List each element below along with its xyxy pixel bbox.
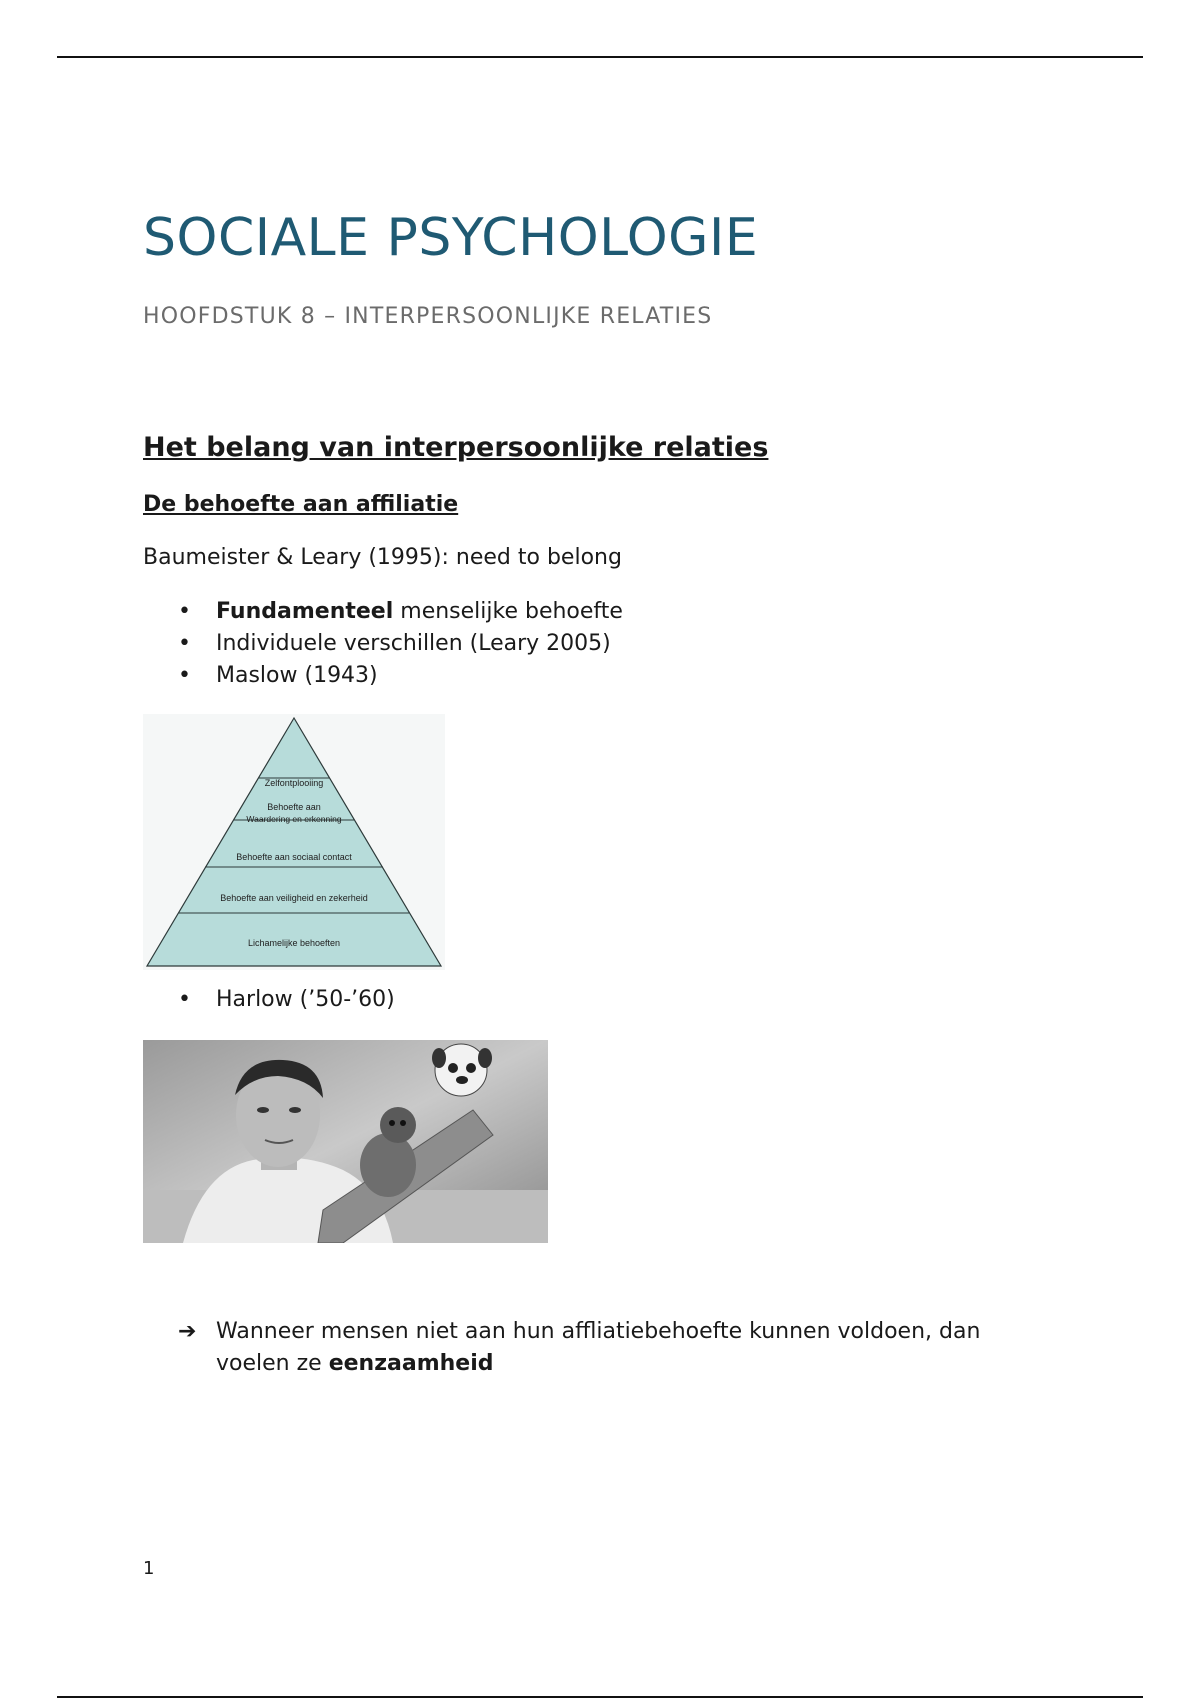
section-heading: Het belang van interpersoonlijke relaties <box>143 432 769 463</box>
pyramid-level-5: Lichamelijke behoeften <box>247 938 341 948</box>
conclusion-arrow-item <box>178 1316 1038 1380</box>
pyramid-level-2b: Waardering en erkenning <box>246 814 342 824</box>
pyramid-level-3: Behoefte aan sociaal contact <box>236 852 352 862</box>
maslow-pyramid-image <box>143 714 445 970</box>
photo-surrogate-ear <box>478 1048 492 1068</box>
photo-monkey-body <box>360 1133 416 1197</box>
page-subtitle: HOOFDSTUK 8 – INTERPERSOONLIJKE RELATIES <box>143 304 713 329</box>
list-item <box>170 984 395 1016</box>
conclusion-prefix: Wanneer mensen niet aan hun affliatiebehoefte kunnen voldoen, dan voelen ze <box>216 1319 981 1376</box>
bullet-text: menselijke behoefte <box>393 599 623 624</box>
photo-eye <box>257 1107 269 1113</box>
bottom-rule <box>57 1696 1143 1698</box>
pyramid-level-4: Behoefte aan veiligheid en zekerheid <box>220 893 368 903</box>
top-rule <box>57 56 1143 58</box>
bullet-icon: • <box>178 599 191 624</box>
subsection-heading: De behoefte aan affiliatie <box>143 492 459 517</box>
pyramid-level-2a: Behoefte aan <box>267 802 321 812</box>
bullet-text: Individuele verschillen (Leary 2005) <box>216 631 611 656</box>
photo-surrogate-eye <box>466 1063 476 1073</box>
bullet-icon: • <box>178 987 191 1012</box>
page-title: SOCIALE PSYCHOLOGIE <box>143 208 759 268</box>
intro-paragraph: Baumeister & Leary (1995): need to belong <box>143 545 622 570</box>
bullet-icon: • <box>178 631 191 656</box>
pyramid-level-1: Zelfontplooiing <box>264 778 324 788</box>
photo-surrogate-ear <box>432 1048 446 1068</box>
photo-eye <box>289 1107 301 1113</box>
list-item <box>170 628 623 660</box>
arrow-right-icon: ➔ <box>178 1319 197 1344</box>
bullet-list-2 <box>170 984 395 1016</box>
photo-monkey-eye <box>400 1120 406 1126</box>
list-item <box>170 596 623 628</box>
page-number: 1 <box>143 1558 155 1579</box>
photo-monkey-head <box>380 1107 416 1143</box>
photo-surrogate-eye <box>448 1063 458 1073</box>
bullet-text: Harlow (’50-’60) <box>216 987 395 1012</box>
bullet-text: Maslow (1943) <box>216 663 378 688</box>
bullet-list <box>170 596 623 692</box>
list-item <box>170 660 623 692</box>
conclusion-text <box>216 1316 1038 1380</box>
harlow-monkey-photo <box>143 1040 548 1243</box>
photo-surrogate-nose <box>456 1076 468 1084</box>
bullet-icon: • <box>178 663 191 688</box>
photo-monkey-eye <box>389 1120 395 1126</box>
conclusion-bold: eenzaamheid <box>328 1351 494 1376</box>
bullet-bold: Fundamenteel <box>216 599 394 624</box>
